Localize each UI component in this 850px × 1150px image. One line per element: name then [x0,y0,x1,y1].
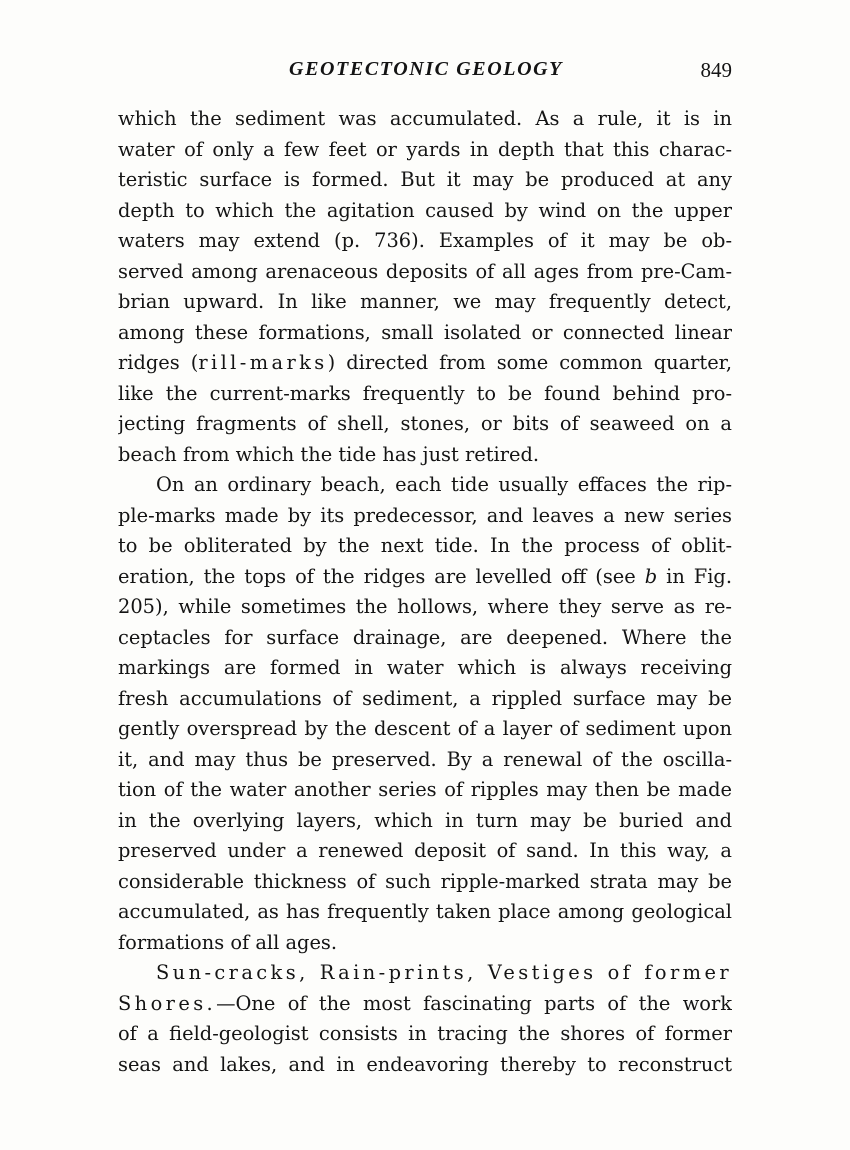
text-line: seas and lakes, and in endeavoring thereby to reconstruct [118,1052,732,1076]
text-line: 205), while sometimes the hollows, where they serve as re- [118,595,732,618]
text-line: teristic surface is formed. But it may be produced at any [118,168,732,191]
text-line: accumulated, as has frequently taken place among geological [118,900,732,923]
paragraph-ripple-marks [118,104,732,470]
text-line: of a field-geologist consists in tracing the shores of former [118,1022,732,1045]
section-heading: Shores. [118,991,217,1015]
text-fragment: eration, the tops of the ridges are levelled off (see [118,564,636,588]
text-line: served among arenaceous deposits of all ages from pre-Cam- [118,259,732,283]
text-line: ceptacles for surface drainage, are deepened. Where the [118,625,732,649]
text-line: beach from which the tide has just retired. [118,442,540,466]
text-line: brian upward. In like manner, we may frequently detect, [118,290,732,313]
text-line: which the sediment was accumulated. As a rule, it is in [118,107,732,130]
text-line [118,562,732,593]
paragraph-sun-cracks [118,958,732,1080]
text-line: On an ordinary beach, each tide usually effaces the rip- [156,473,732,496]
paragraph-beach-ripples [118,470,732,958]
text-line [118,348,732,379]
text-line: markings are formed in water which is always receiving [118,656,732,679]
text-line: to be obliterated by the next tide. In the process of oblit- [118,534,732,557]
text-line: in the overlying layers, which in turn may be buried and [118,808,732,832]
text-fragment: ) directed from some common quarter, [327,351,732,374]
page-number: 849 [700,58,732,82]
text-line: like the current-marks frequently to be found behind pro- [118,381,732,405]
running-title: GEOTECTONIC GEOLOGY [289,58,563,80]
text-fragment: in Fig. [666,564,732,588]
text-line: waters may extend (p. 736). Examples of it may be ob- [118,229,732,252]
spaced-term-rill-marks: rill-marks [198,351,328,374]
text-line: jecting fragments of shell, stones, or bits of seaweed on a [118,412,732,435]
figure-letter: b [644,564,658,588]
text-line: depth to which the agitation caused by wind on the upper [118,198,732,222]
text-fragment: ridges ( [118,351,199,374]
text-line: formations of all ages. [118,930,338,954]
text-fragment: —One of the most fascinating parts of the work [216,991,732,1015]
section-heading-line: Sun-cracks, Rain-prints, Vestiges of former [156,961,732,984]
text-line [118,989,732,1020]
text-line: water of only a few feet or yards in depth that this charac- [118,137,732,161]
text-line: gently overspread by the descent of a layer of sediment upon [118,717,732,740]
body-text [118,104,732,1080]
text-line: considerable thickness of such ripple-marked strata may be [118,869,732,893]
text-line: ple-marks made by its predecessor, and leaves a new series [118,503,732,527]
text-line: it, and may thus be preserved. By a renewal of the oscilla- [118,747,732,771]
text-line: fresh accumulations of sediment, a rippled surface may be [118,686,732,710]
text-line: among these formations, small isolated or connected linear [118,320,732,344]
text-line: preserved under a renewed deposit of sand. In this way, a [118,839,732,862]
text-line: tion of the water another series of ripples may then be made [118,778,732,801]
running-head [120,58,732,88]
